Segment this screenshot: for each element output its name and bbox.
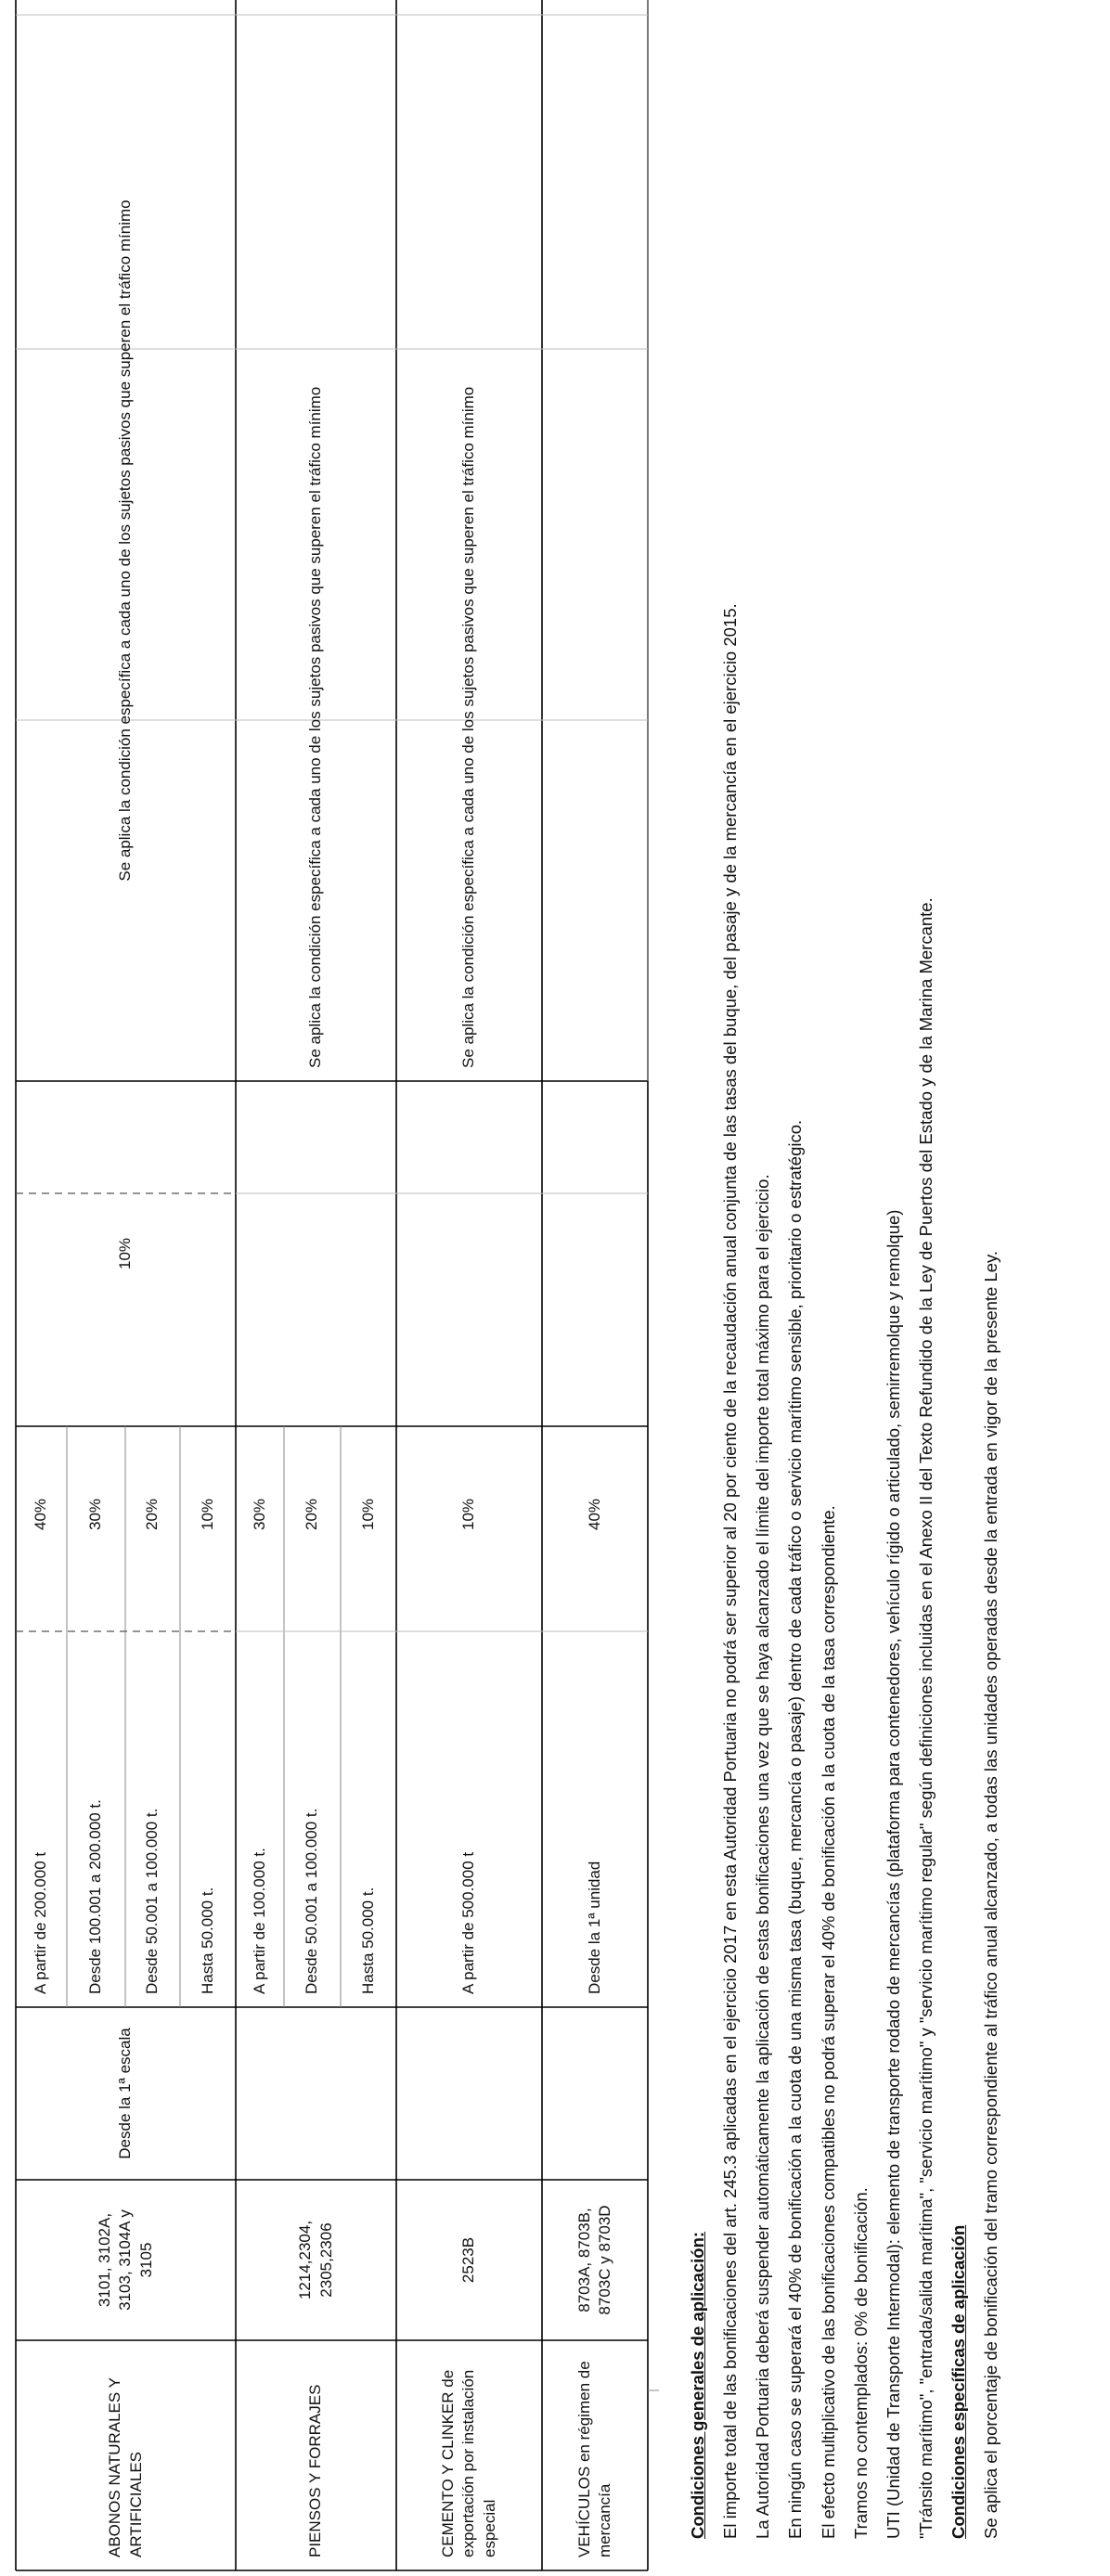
tranche-pct: 10% [358,1498,377,1530]
specific-conditions-text: Se aplica el porcentaje de bonificación del tramo correspondiente al tráfico anual alcanzado, a todas las unidades operadas desde la entrada en vigor de la presente Ley. [981,1250,1001,2539]
tranche-pct: 40% [585,1498,603,1530]
start-cell: Desde la 1ª escala [116,2028,135,2159]
codes-cell: 2523B [459,2236,478,2284]
product-cell: CEMENTO Y CLINKER de exportación por instalación especial [439,2369,498,2557]
note-paragraph: Tramos no contemplados: 0% de bonificación. [850,2187,871,2539]
tranche-range: A partir de 200.000 t [32,1851,50,1994]
specific-conditions-heading: Condiciones específicas de aplicación [949,2224,968,2539]
notes-section [687,52,1013,2539]
tranche-pct: 20% [303,1498,321,1530]
codes-cell: 8703A, 8703B, 8703C y 8703D [574,2205,613,2315]
codes-cell: 1214,2304, 2305,2306 [296,2220,335,2300]
tranche-range: A partir de 100.000 t. [250,1848,268,1994]
note-paragraph: En ningún caso se superará el 40% de bonificación a la cuota de una misma tasa (buque, mercancía o pasaje) dentro de cada tráfico o servicio marítimo sensible, prioritario o estratégico. [785,1119,806,2539]
note-paragraph: El efecto multiplicativo de las bonificaciones compatibles no podrá superar el 40% de bonificación a la cuota de la tasa correspondiente. [818,1505,838,2539]
condition-cell: Se aplica la condición específica a cada uno de los sujetos pasivos que superen el tráfico mínimo [116,200,135,882]
tranche-pct: 30% [86,1498,105,1530]
note-paragraph: UTI (Unidad de Transporte Intermodal): elemento de transporte rodado de mercancías (plataforma para contenedores, vehículo rígido o articulado, semirremolque y remolque) [883,1209,903,2539]
tranche-range: Desde 100.001 a 200.000 t. [86,1799,105,1994]
codes-cell: 3101, 3102A, 3103, 3104A y 3105 [96,2209,155,2311]
product-cell: ABONOS NATURALES Y ARTIFICIALES [106,2377,145,2557]
tranche-pct: 10% [459,1498,478,1530]
tranche-pct: 40% [32,1498,50,1530]
note-paragraph: El importe total de las bonificaciones del art. 245.3 aplicadas en el ejercicio 2017 en esta Autoridad Portuaria no podrá ser superior al 20 por ciento de la recaudación anual conjunta de las tasas del buque, del pasaje y de la mercancía en el ejercicio 2015. [720,603,741,2539]
tranche-range: Desde 50.001 a 100.000 t. [303,1808,321,1994]
note-paragraph: "Tránsito marítimo", "entrada/salida marítima", "servicio marítimo" y "servicio marítimo regular" según definiciones incluidas en el Anexo II del Texto Refundido de la Ley de Puertos del Estado y de la Marina Mercante. [915,897,936,2539]
tranche-range: Desde 50.001 a 100.000 t. [143,1808,161,1994]
tranche-pct: 10% [198,1498,216,1530]
general-conditions-heading: Condiciones generales de aplicación: [688,2231,707,2539]
note-paragraph: La Autoridad Portuaria deberá suspender automáticamente la aplicación de estas bonificaciones una vez que se haya alcanzado el límite del importe total máximo para el ejercicio. [753,1174,773,2539]
product-cell: PIENSOS Y FORRAJES [306,2384,325,2557]
product-cell: VEHÍCULOS en régimen de mercancía [574,2361,613,2557]
tranche-pct: 20% [143,1498,161,1530]
tranche-range: Hasta 50.000 t. [358,1887,377,1994]
condition-cell: Se aplica la condición específica a cada uno de los sujetos pasivos que superen el tráfico mínimo [306,386,325,1068]
tranche-range: Desde la 1ª unidad [585,1861,603,1994]
condition-cell: Se aplica la condición específica a cada uno de los sujetos pasivos que superen el tráfico mínimo [459,386,478,1068]
tranche-range: A partir de 500.000 t [459,1851,478,1994]
tranche-range: Hasta 50.000 t. [198,1887,216,1994]
discount-cell: 10% [116,1237,135,1270]
tranche-pct: 30% [250,1498,268,1530]
